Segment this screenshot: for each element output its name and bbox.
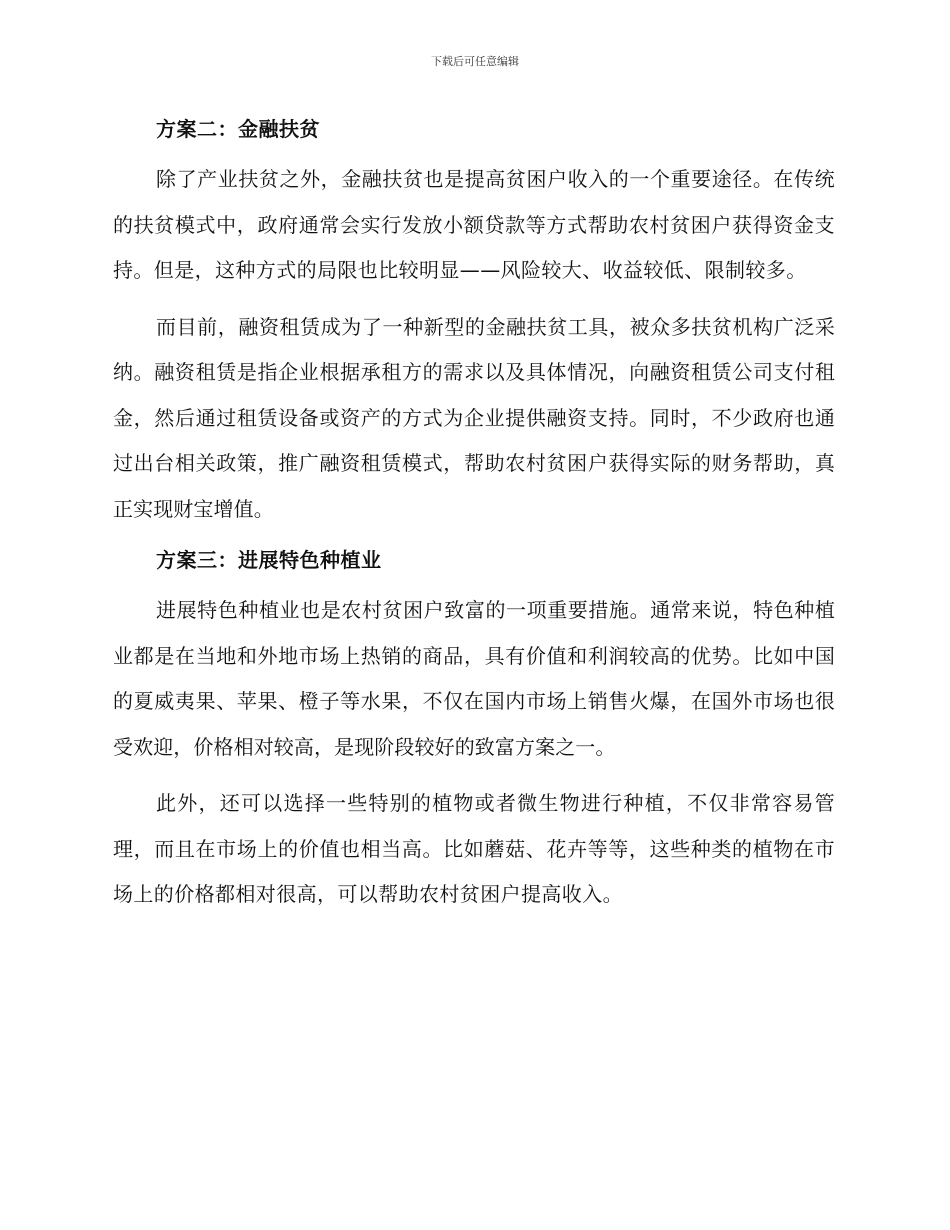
section-heading: 方案二：金融扶贫 bbox=[156, 117, 320, 141]
section-specialty-planting bbox=[113, 543, 835, 918]
document-body bbox=[113, 112, 835, 929]
page-header-note: 下载后可任意编辑 bbox=[431, 55, 519, 68]
paragraph: 除了产业扶贫之外，金融扶贫也是提高贫困户收入的一个重要途径。在传统的扶贫模式中，政府通常会实行发放小额贷款等方式帮助农村贫困户获得资金支持。但是，这种方式的局限也比较明显——风险较大、收益较低、限制较多。 bbox=[113, 167, 835, 282]
paragraph: 进展特色种植业也是农村贫困户致富的一项重要措施。通常来说，特色种植业都是在当地和外地市场上热销的商品，具有价值和利润较高的优势。比如中国的夏威夷果、苹果、橙子等水果，不仅在国内市场上销售火爆，在国外市场也很受欢迎，价格相对较高，是现阶段较好的致富方案之一。 bbox=[113, 598, 835, 759]
section-heading: 方案三：进展特色种植业 bbox=[156, 548, 382, 572]
section-financial-poverty-alleviation bbox=[113, 112, 835, 532]
paragraph: 而目前，融资租赁成为了一种新型的金融扶贫工具，被众多扶贫机构广泛采纳。融资租赁是指企业根据承租方的需求以及具体情况，向融资租赁公司支付租金，然后通过租赁设备或资产的方式为企业提供融资支持。同时，不少政府也通过出台相关政策，推广融资租赁模式，帮助农村贫困户获得实际的财务帮助，真正实现财宝增值。 bbox=[113, 314, 835, 521]
paragraph: 此外，还可以选择一些特别的植物或者微生物进行种植，不仅非常容易管理，而且在市场上的价值也相当高。比如蘑菇、花卉等等，这些种类的植物在市场上的价格都相对很高，可以帮助农村贫困户提高收入。 bbox=[113, 791, 835, 906]
